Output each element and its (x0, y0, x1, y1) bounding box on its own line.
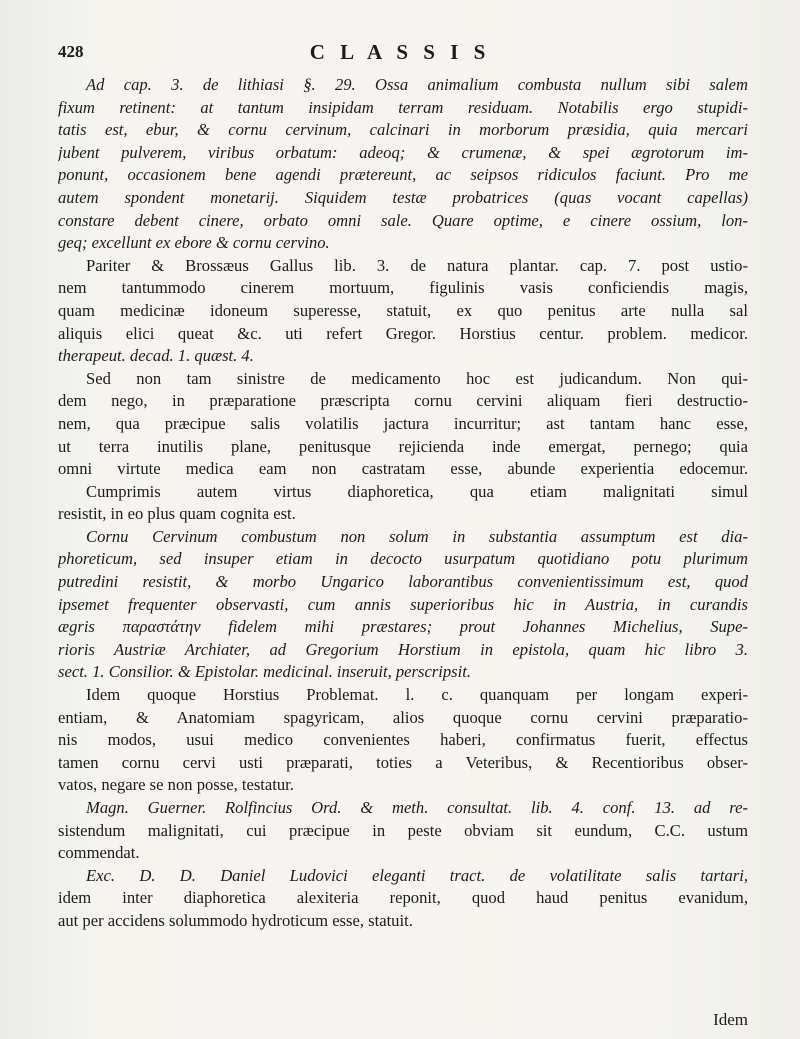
text-line: Pariter & Brossæus Gallus lib. 3. de natura plantar. cap. 7. post ustio- (86, 255, 748, 275)
text-line: Ad cap. 3. de lithiasi §. 29. Ossa animalium combusta nullum sibi salem (86, 75, 748, 94)
text-line: quam medicinæ idoneum superesse, statuit, ex quo penitus arte nulla sal (58, 300, 748, 320)
text-line: jubent pulverem, viribus orbatum: adeoq; & crumenæ, & spei ægrotorum im- (58, 142, 748, 162)
text-line: Idem quoque Horstius Problemat. l. c. quanquam per longam experi- (86, 685, 748, 705)
text-line: ponunt, occasionem bene agendi prætereunt, ac seipsos ridiculos faciunt. Pro me (58, 165, 748, 185)
text-line: autem spondent monetarij. Siquidem testæ probatrices (quas vocant capellas) (58, 187, 748, 207)
text-line: omni virtute medica eam non castratam esse, abunde experientia edocemur. (58, 459, 748, 479)
text-line: ægris παραστάτην fidelem mihi præstares; prout Johannes Michelius, Supe- (58, 617, 748, 637)
text-line: aliquis elici queat &c. uti refert Gregor. Horstius centur. problem. medicor. (58, 323, 748, 343)
text-line: sistendum malignitati, cui præcipue in peste obviam sit eundum, C.C. ustum (58, 820, 748, 840)
text-line: phoreticum, sed insuper etiam in decocto usurpatum quotidiano potu plurimum (58, 549, 748, 569)
text-line: resistit, in eo plus quam cognita est. (58, 504, 296, 524)
body-text (58, 74, 748, 933)
text-line: idem inter diaphoretica alexiteria reponit, quod haud penitus evanidum, (58, 888, 748, 908)
text-line: putredini resistit, & morbo Ungarico laborantibus convenientissimum est, quod (58, 572, 748, 592)
text-line: therapeut. decad. 1. quæst. 4. (58, 346, 254, 366)
text-line: Magn. Guerner. Rolfincius Ord. & meth. consultat. lib. 4. conf. 13. ad re- (86, 798, 748, 817)
text-line: Exc. D. D. Daniel Ludovici eleganti tract. de volatilitate salis tartari, (86, 865, 748, 885)
page-number: 428 (58, 42, 84, 61)
text-line: Cumprimis autem virtus diaphoretica, qua etiam malignitati simul (86, 481, 748, 501)
text-line: ut terra inutilis plane, penitusque rejicienda inde emergat, pernego; quia (58, 436, 748, 456)
text-line: sect. 1. Consilior. & Epistolar. medicinal. inseruit, perscripsit. (58, 662, 472, 682)
text-line: tamen cornu cervi usti præparati, toties a Veteribus, & Recentioribus obser- (58, 752, 748, 772)
text-line: rioris Austriæ Archiater, ad Gregorium Horstium in epistola, quam hic libro 3. (58, 639, 748, 659)
text-line: commendat. (58, 843, 140, 863)
text-line: aut per accidens solummodo hydroticum esse, statuit. (58, 910, 413, 930)
text-line: Cornu Cervinum combustum non solum in substantia assumptum est dia- (86, 526, 748, 546)
page-header (58, 40, 742, 68)
catchword: Idem (713, 1010, 748, 1029)
text-line: dem nego, in præparatione præscripta cornu cervini aliquam fieri destructio- (58, 391, 748, 411)
text-line: nem tantummodo cinerem mortuum, figulinis vasis conficiendis magis, (58, 278, 748, 298)
text-line: geq; excellunt ex ebore & cornu cervino. (58, 233, 330, 253)
text-line: ipsemet frequenter observasti, cum annis superioribus hic in Austria, in curandis (58, 594, 748, 614)
text-line: entiam, & Anatomiam spagyricam, alios quoque cornu cervini præparatio- (58, 707, 748, 727)
text-line: constare debent cinere, orbato omni sale. Quare optime, e cinere ossium, lon- (58, 210, 748, 230)
text-line: vatos, negare se non posse, testatur. (58, 775, 294, 795)
text-line: tatis est, ebur, & cornu cervinum, calcinari in morborum præsidia, quia mercari (58, 120, 748, 140)
text-line: fixum retinent: at tantum insipidam terram residuam. Notabilis ergo stupidi- (58, 97, 748, 117)
text-line: nem, qua præcipue salis volatilis jactura incurritur; ast tantam hanc esse, (58, 413, 748, 433)
running-title: C L A S S I S (309, 40, 491, 64)
text-line: Sed non tam sinistre de medicamento hoc est judicandum. Non qui- (86, 368, 748, 388)
text-line: nis modos, usui medico convenientes haberi, confirmatus fuerit, effectus (58, 730, 748, 750)
